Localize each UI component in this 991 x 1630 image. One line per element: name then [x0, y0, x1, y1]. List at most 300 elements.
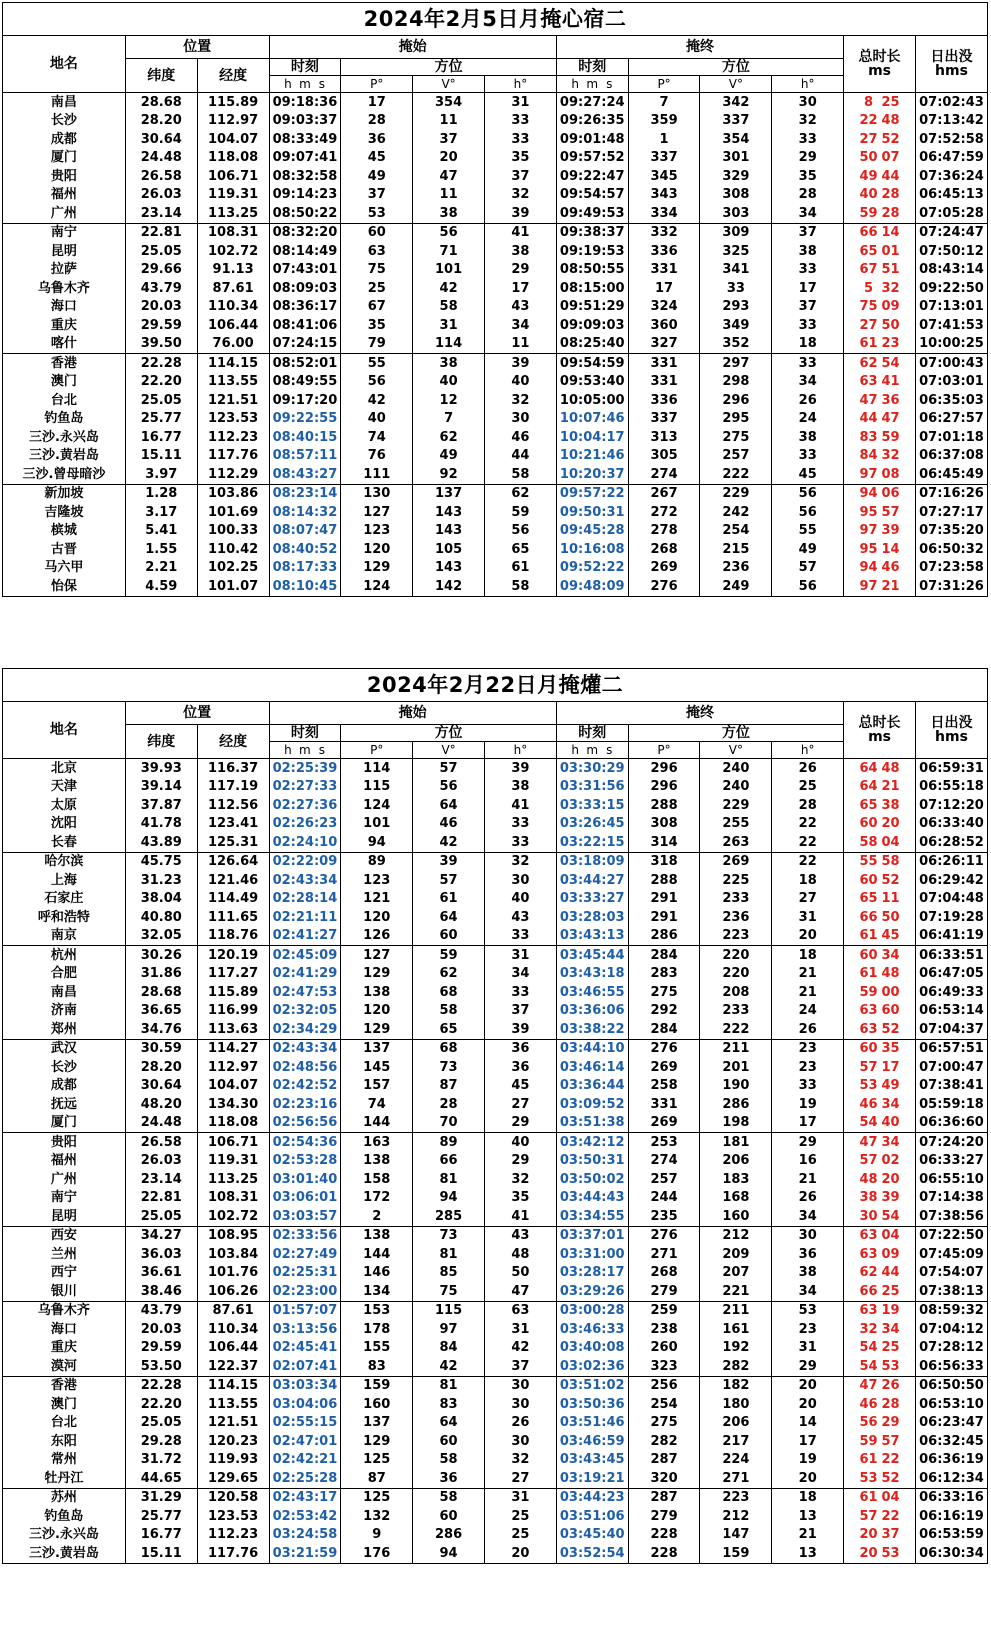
end-p: 228	[628, 1544, 700, 1563]
end-p: 345	[628, 167, 700, 186]
start-p: 138	[341, 1226, 413, 1245]
end-alt: 21	[772, 1526, 844, 1545]
end-v: 352	[700, 335, 772, 354]
duration-seconds: 57	[881, 1433, 900, 1449]
end-v: 240	[700, 778, 772, 797]
duration-seconds: 00	[881, 984, 900, 1000]
start-time: 02:43:17	[269, 1488, 341, 1507]
start-alt: 35	[485, 149, 557, 168]
place-name: 新加坡	[3, 484, 126, 503]
place-name: 南宁	[3, 1189, 126, 1208]
duration	[844, 815, 916, 834]
sunrise-sunset: 06:33:16	[915, 1488, 987, 1507]
duration	[844, 946, 916, 965]
end-time: 03:29:26	[556, 1282, 628, 1301]
end-time: 03:31:00	[556, 1245, 628, 1264]
place-name: 台北	[3, 1414, 126, 1433]
start-time: 02:24:10	[269, 833, 341, 852]
end-time: 09:09:03	[556, 316, 628, 335]
end-p: 291	[628, 890, 700, 909]
duration	[844, 927, 916, 946]
duration	[844, 1357, 916, 1376]
start-alt: 39	[485, 204, 557, 223]
longitude: 87.61	[197, 1301, 269, 1320]
start-p: 60	[341, 223, 413, 242]
sunrise-sunset: 06:30:34	[915, 1544, 987, 1563]
duration	[844, 1451, 916, 1470]
table-row	[3, 871, 988, 890]
place-name: 上海	[3, 871, 126, 890]
end-time: 03:43:45	[556, 1451, 628, 1470]
duration	[844, 149, 916, 168]
end-p: 286	[628, 927, 700, 946]
duration-minutes: 61	[859, 1490, 878, 1506]
sunrise-sunset: 07:12:20	[915, 796, 987, 815]
place-name: 抚远	[3, 1095, 126, 1114]
end-p: 272	[628, 503, 700, 522]
end-alt: 20	[772, 1376, 844, 1395]
start-p: 120	[341, 1002, 413, 1021]
duration-minutes: 63	[859, 1021, 878, 1037]
place-name: 长沙	[3, 1058, 126, 1077]
start-v: 56	[413, 778, 485, 797]
duration	[844, 279, 916, 298]
end-p: 284	[628, 1020, 700, 1039]
end-time: 03:51:06	[556, 1507, 628, 1526]
start-v: 58	[413, 1451, 485, 1470]
sunrise-sunset: 06:50:32	[915, 540, 987, 559]
end-alt: 29	[772, 1357, 844, 1376]
start-p: 123	[341, 522, 413, 541]
end-v: 342	[700, 93, 772, 112]
duration-seconds: 32	[881, 448, 900, 464]
start-p: 37	[341, 186, 413, 205]
end-v: 217	[700, 1432, 772, 1451]
start-alt: 41	[484, 796, 556, 815]
start-v: 73	[413, 1058, 485, 1077]
end-v: 242	[700, 503, 772, 522]
place-name: 怡保	[3, 577, 126, 596]
start-p: 124	[341, 577, 413, 596]
start-p: 111	[341, 465, 413, 484]
duration-seconds: 57	[881, 504, 900, 520]
start-alt: 32	[484, 1451, 556, 1470]
start-time: 02:25:39	[269, 759, 341, 778]
longitude: 119.93	[197, 1451, 269, 1470]
place-name: 西宁	[3, 1264, 126, 1283]
end-v: 220	[700, 946, 772, 965]
header-start-hms: h m s	[269, 76, 341, 93]
sunrise-sunset: 07:01:18	[915, 428, 987, 447]
start-alt: 39	[484, 1020, 556, 1039]
start-v: 143	[413, 503, 485, 522]
end-v: 249	[700, 577, 772, 596]
table-row	[3, 1469, 988, 1488]
latitude: 36.03	[125, 1245, 197, 1264]
start-p: 40	[341, 410, 413, 429]
start-p: 53	[341, 204, 413, 223]
duration-seconds: 53	[881, 1358, 900, 1374]
duration-seconds: 09	[881, 1246, 900, 1262]
start-time: 02:43:34	[269, 871, 341, 890]
end-alt: 36	[772, 1245, 844, 1264]
end-v: 206	[700, 1152, 772, 1171]
header-total: 总时长 ms	[844, 36, 916, 93]
duration-minutes: 61	[859, 928, 878, 944]
longitude: 108.31	[197, 223, 269, 242]
place-name: 合肥	[3, 965, 126, 984]
latitude: 1.28	[125, 484, 197, 503]
end-time: 03:44:10	[556, 1039, 628, 1058]
end-v: 337	[700, 112, 772, 131]
start-time: 03:24:58	[269, 1526, 341, 1545]
end-alt: 34	[772, 1282, 844, 1301]
latitude: 26.58	[125, 1133, 197, 1152]
table-row	[3, 1002, 988, 1021]
start-time: 02:22:09	[269, 852, 341, 871]
duration-minutes: 54	[859, 1358, 878, 1374]
end-v: 286	[700, 1095, 772, 1114]
sunrise-sunset: 06:28:52	[915, 833, 987, 852]
duration-seconds: 59	[881, 429, 900, 445]
duration	[844, 335, 916, 354]
duration-seconds: 29	[881, 1415, 900, 1431]
start-alt: 33	[485, 112, 557, 131]
end-v: 341	[700, 261, 772, 280]
end-alt: 53	[772, 1301, 844, 1320]
start-alt: 30	[484, 1432, 556, 1451]
start-time: 08:14:49	[269, 242, 341, 261]
duration-seconds: 07	[881, 150, 900, 166]
longitude: 113.55	[197, 1395, 269, 1414]
latitude: 30.26	[125, 946, 197, 965]
start-v: 68	[413, 1039, 485, 1058]
end-time: 03:02:36	[556, 1357, 628, 1376]
duration-minutes: 97	[859, 578, 878, 594]
start-alt: 56	[485, 522, 557, 541]
place-name: 南昌	[3, 93, 126, 112]
start-alt: 39	[485, 354, 557, 373]
end-time: 09:54:59	[556, 354, 628, 373]
start-time: 02:41:29	[269, 965, 341, 984]
duration	[844, 540, 916, 559]
start-alt: 50	[484, 1264, 556, 1283]
end-alt: 33	[772, 130, 844, 149]
place-name: 昆明	[3, 242, 126, 261]
duration-minutes: 63	[859, 374, 878, 390]
latitude: 22.20	[125, 1395, 197, 1414]
header-position: 位置	[125, 702, 269, 725]
end-time: 09:38:37	[556, 223, 628, 242]
end-p: 258	[628, 1077, 700, 1096]
end-alt: 34	[772, 204, 844, 223]
sunrise-sunset: 07:38:13	[915, 1282, 987, 1301]
end-time: 08:25:40	[556, 335, 628, 354]
longitude: 112.56	[197, 796, 269, 815]
latitude: 32.05	[125, 927, 197, 946]
end-alt: 27	[772, 890, 844, 909]
duration	[844, 410, 916, 429]
place-name: 澳门	[3, 1395, 126, 1414]
start-v: 7	[413, 410, 485, 429]
duration-minutes: 47	[859, 392, 878, 408]
start-time: 02:45:09	[269, 946, 341, 965]
start-alt: 11	[485, 335, 557, 354]
start-v: 38	[413, 354, 485, 373]
start-v: 12	[413, 391, 485, 410]
end-p: 296	[628, 759, 700, 778]
table-row	[3, 484, 988, 503]
table-row	[3, 298, 988, 317]
duration-minutes: 46	[859, 1096, 878, 1112]
latitude: 39.50	[125, 335, 197, 354]
start-alt: 35	[484, 1189, 556, 1208]
start-v: 81	[413, 1376, 485, 1395]
end-p: 313	[628, 428, 700, 447]
start-p: 137	[341, 1039, 413, 1058]
place-name: 贵阳	[3, 1133, 126, 1152]
table-row	[3, 391, 988, 410]
start-alt: 25	[484, 1526, 556, 1545]
longitude: 115.89	[197, 983, 269, 1002]
start-v: 42	[413, 833, 485, 852]
end-alt: 37	[772, 298, 844, 317]
end-v: 229	[700, 484, 772, 503]
start-alt: 59	[485, 503, 557, 522]
start-p: 121	[341, 890, 413, 909]
start-v: 89	[413, 1133, 485, 1152]
table-title: 2024年2月22日月掩爟二	[3, 669, 988, 702]
start-time: 09:17:20	[269, 391, 341, 410]
start-time: 03:03:34	[269, 1376, 341, 1395]
end-p: 323	[628, 1357, 700, 1376]
start-v: 20	[413, 149, 485, 168]
latitude: 43.79	[125, 1301, 197, 1320]
table-row	[3, 354, 988, 373]
duration-minutes: 56	[859, 1415, 878, 1431]
sunrise-sunset: 06:53:10	[915, 1395, 987, 1414]
start-time: 09:22:55	[269, 410, 341, 429]
end-v: 215	[700, 540, 772, 559]
start-p: 45	[341, 149, 413, 168]
end-p: 284	[628, 946, 700, 965]
end-p: 269	[628, 1114, 700, 1133]
duration-seconds: 25	[881, 1283, 900, 1299]
longitude: 106.71	[197, 167, 269, 186]
end-time: 10:21:46	[556, 447, 628, 466]
duration	[844, 167, 916, 186]
duration-seconds: 21	[881, 779, 900, 795]
end-v: 211	[700, 1039, 772, 1058]
end-v: 212	[700, 1226, 772, 1245]
sunrise-sunset: 06:45:49	[915, 465, 987, 484]
start-p: 63	[341, 242, 413, 261]
duration-seconds: 58	[881, 854, 900, 870]
end-p: 337	[628, 410, 700, 429]
start-v: 142	[413, 577, 485, 596]
place-name: 南昌	[3, 983, 126, 1002]
start-alt: 58	[485, 465, 557, 484]
sunrise-sunset: 06:49:33	[915, 983, 987, 1002]
end-alt: 24	[772, 1002, 844, 1021]
duration-seconds: 04	[881, 834, 900, 850]
longitude: 134.30	[197, 1095, 269, 1114]
start-time: 07:24:15	[269, 335, 341, 354]
start-time: 02:42:21	[269, 1451, 341, 1470]
table-row	[3, 112, 988, 131]
place-name: 济南	[3, 1002, 126, 1021]
start-p: 125	[341, 1488, 413, 1507]
table-row	[3, 908, 988, 927]
duration-minutes: 95	[859, 504, 878, 520]
start-alt: 33	[484, 815, 556, 834]
start-alt: 36	[484, 1058, 556, 1077]
header-place: 地名	[3, 36, 126, 93]
longitude: 117.76	[197, 1544, 269, 1563]
end-time: 03:34:55	[556, 1207, 628, 1226]
place-name: 福州	[3, 186, 126, 205]
end-v: 229	[700, 796, 772, 815]
end-time: 03:44:43	[556, 1189, 628, 1208]
end-time: 08:15:00	[556, 279, 628, 298]
end-alt: 28	[772, 186, 844, 205]
sunrise-sunset: 06:50:50	[915, 1376, 987, 1395]
end-alt: 38	[772, 242, 844, 261]
end-alt: 33	[772, 316, 844, 335]
end-v: 275	[700, 428, 772, 447]
end-p: 331	[628, 354, 700, 373]
start-v: 42	[413, 1357, 485, 1376]
latitude: 53.50	[125, 1357, 197, 1376]
end-p: 267	[628, 484, 700, 503]
table-row	[3, 1507, 988, 1526]
end-time: 03:43:13	[556, 927, 628, 946]
duration	[844, 1339, 916, 1358]
sunrise-sunset: 07:45:09	[915, 1245, 987, 1264]
end-v: 296	[700, 391, 772, 410]
end-time: 03:00:28	[556, 1301, 628, 1320]
table-row	[3, 335, 988, 354]
duration-minutes: 63	[859, 1003, 878, 1019]
sunrise-sunset: 07:50:12	[915, 242, 987, 261]
header-end-alt: h°	[772, 76, 844, 93]
place-name: 漠河	[3, 1357, 126, 1376]
table-row	[3, 833, 988, 852]
end-p: 274	[628, 1152, 700, 1171]
table-row	[3, 1526, 988, 1545]
end-alt: 38	[772, 428, 844, 447]
end-v: 190	[700, 1077, 772, 1096]
start-v: 59	[413, 946, 485, 965]
end-p: 360	[628, 316, 700, 335]
duration-seconds: 14	[881, 225, 900, 241]
start-v: 58	[413, 1488, 485, 1507]
duration	[844, 1282, 916, 1301]
start-p: 172	[341, 1189, 413, 1208]
header-start-time: 时刻	[269, 725, 341, 742]
duration	[844, 852, 916, 871]
duration-minutes: 32	[859, 1321, 878, 1337]
duration	[844, 204, 916, 223]
start-time: 03:13:56	[269, 1320, 341, 1339]
table-row	[3, 503, 988, 522]
longitude: 120.58	[197, 1488, 269, 1507]
longitude: 112.97	[197, 112, 269, 131]
start-alt: 32	[484, 1170, 556, 1189]
end-alt: 26	[772, 391, 844, 410]
end-alt: 18	[772, 335, 844, 354]
end-alt: 32	[772, 112, 844, 131]
end-v: 236	[700, 559, 772, 578]
longitude: 120.23	[197, 1432, 269, 1451]
latitude: 25.05	[125, 242, 197, 261]
longitude: 123.53	[197, 410, 269, 429]
sunrise-sunset: 07:00:43	[915, 354, 987, 373]
start-v: 28	[413, 1095, 485, 1114]
end-alt: 17	[772, 1114, 844, 1133]
end-v: 233	[700, 1002, 772, 1021]
end-v: 263	[700, 833, 772, 852]
header-lon: 经度	[197, 59, 269, 93]
start-p: 120	[341, 540, 413, 559]
latitude: 25.05	[125, 1207, 197, 1226]
header-sun: 日出没 hms	[915, 36, 987, 93]
start-alt: 33	[484, 983, 556, 1002]
end-time: 03:22:15	[556, 833, 628, 852]
place-name: 西安	[3, 1226, 126, 1245]
duration-seconds: 32	[881, 280, 900, 296]
end-p: 331	[628, 1095, 700, 1114]
end-p: 275	[628, 1414, 700, 1433]
header-lat: 纬度	[125, 725, 197, 759]
duration-seconds: 51	[881, 262, 900, 278]
end-p: 253	[628, 1133, 700, 1152]
start-p: 74	[341, 1095, 413, 1114]
start-v: 47	[413, 167, 485, 186]
header-start-time: 时刻	[269, 59, 341, 76]
duration-minutes: 20	[859, 1545, 878, 1561]
start-alt: 58	[485, 577, 557, 596]
start-v: 37	[413, 130, 485, 149]
place-name: 广州	[3, 204, 126, 223]
end-v: 295	[700, 410, 772, 429]
end-v: 201	[700, 1058, 772, 1077]
latitude: 29.59	[125, 316, 197, 335]
table-row	[3, 447, 988, 466]
latitude: 39.14	[125, 778, 197, 797]
duration-minutes: 57	[859, 1508, 878, 1524]
longitude: 114.27	[197, 1039, 269, 1058]
duration	[844, 1133, 916, 1152]
end-v: 33	[700, 279, 772, 298]
latitude: 23.14	[125, 204, 197, 223]
start-time: 02:54:36	[269, 1133, 341, 1152]
duration-minutes: 53	[859, 1470, 878, 1486]
place-name: 马六甲	[3, 559, 126, 578]
end-time: 03:28:03	[556, 908, 628, 927]
latitude: 20.03	[125, 298, 197, 317]
table-row	[3, 1226, 988, 1245]
start-p: 129	[341, 1020, 413, 1039]
end-alt: 24	[772, 410, 844, 429]
duration	[844, 1095, 916, 1114]
longitude: 101.69	[197, 503, 269, 522]
start-p: 83	[341, 1357, 413, 1376]
table-row	[3, 890, 988, 909]
start-p: 127	[341, 946, 413, 965]
end-alt: 37	[772, 223, 844, 242]
latitude: 28.20	[125, 1058, 197, 1077]
